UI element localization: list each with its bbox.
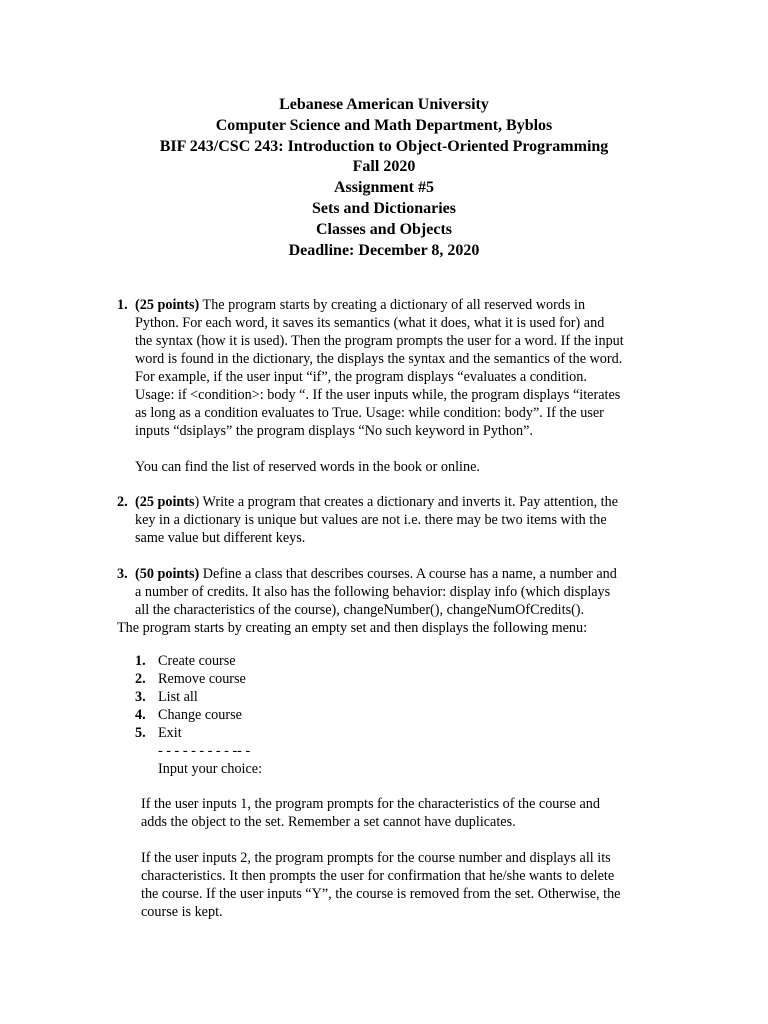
question-text: The program starts by creating a dictionary of all reserved words in — [199, 297, 586, 313]
question-2 — [117, 493, 662, 547]
paragraph-option-2 — [141, 849, 656, 921]
university-name: Lebanese American University — [279, 96, 489, 113]
menu-item-number: 1. — [135, 653, 146, 669]
question-line: The program starts by creating an empty set and then displays the following menu: — [117, 620, 588, 636]
question-line: the syntax (how it is used). Then the program prompts the user for a word. If the input — [135, 333, 624, 349]
menu-item-number: 4. — [135, 707, 146, 723]
question-line: same value but different keys. — [135, 530, 306, 546]
paragraph-option-1 — [141, 795, 656, 831]
menu-item-label: Create course — [158, 653, 236, 669]
menu-separator: - - - - - - - - - -- - — [158, 743, 251, 759]
document-header — [0, 95, 768, 261]
paragraph-line: characteristics. It then prompts the user for confirmation that he/she wants to delete — [141, 868, 615, 884]
question-line: inputs “dsiplays” the program displays “No such keyword in Python”. — [135, 423, 533, 439]
question-line: Usage: if <condition>: body “. If the user inputs while, the program displays “iterates — [135, 387, 621, 403]
question-line: all the characteristics of the course), changeNumber(), changeNumOfCredits(). — [135, 602, 585, 618]
menu-item-number: 3. — [135, 689, 146, 705]
topic-classes-objects: Classes and Objects — [315, 220, 452, 238]
question-points: (50 points) — [135, 566, 200, 582]
question-number: 1. — [117, 297, 128, 313]
menu-item-label: Exit — [158, 725, 182, 741]
term: Fall 2020 — [352, 158, 416, 176]
question-3 — [117, 565, 662, 637]
question-extra-note: You can find the list of reserved words in the book or online. — [135, 459, 480, 475]
menu-item-label: Change course — [158, 707, 242, 723]
blank-line — [135, 440, 662, 458]
question-points: (25 points — [135, 494, 195, 510]
question-line: For example, if the user input “if”, the program displays “evaluates a condition. — [135, 369, 587, 385]
menu-prompt: Input your choice: — [158, 761, 263, 777]
course-title: BIF 243/CSC 243: Introduction to Object-Oriented Programming — [159, 137, 609, 155]
question-line: word is found in the dictionary, the displays the syntax and the semantics of the word. — [135, 351, 623, 367]
menu-item-number: 5. — [135, 725, 146, 741]
paragraph-line: course is kept. — [141, 904, 223, 920]
paragraph-line: If the user inputs 2, the program prompts for the course number and displays all its — [141, 850, 611, 866]
question-line — [135, 565, 662, 583]
question-text: ) Write a program that creates a dictionary and inverts it. Pay attention, the — [194, 494, 618, 510]
question-line — [135, 493, 662, 511]
paragraph-line: If the user inputs 1, the program prompts for the characteristics of the course and — [141, 796, 600, 812]
paragraph-line: the course. If the user inputs “Y”, the course is removed from the set. Otherwise, the — [141, 886, 621, 902]
question-number: 3. — [117, 566, 128, 582]
menu-item-number: 2. — [135, 671, 146, 687]
menu-item-label: List all — [158, 689, 198, 705]
paragraph-line: adds the object to the set. Remember a set cannot have duplicates. — [141, 814, 516, 830]
question-number: 2. — [117, 494, 128, 510]
topic-sets-dictionaries: Sets and Dictionaries — [312, 199, 456, 217]
question-points: (25 points) — [135, 297, 200, 313]
question-line — [135, 296, 662, 314]
question-line: Python. For each word, it saves its semantics (what it does, what it is used for) and — [135, 315, 605, 331]
question-line: key in a dictionary is unique but values are not i.e. there may be two items with the — [135, 512, 607, 528]
question-line: a number of credits. It also has the following behavior: display info (which displays — [135, 584, 611, 600]
assignment-number: Assignment #5 — [333, 179, 434, 197]
department-name: Computer Science and Math Department, Byblos — [215, 116, 553, 134]
menu-item-label: Remove course — [158, 671, 246, 687]
deadline: Deadline: December 8, 2020 — [288, 241, 480, 259]
question-text: Define a class that describes courses. A course has a name, a number and — [199, 566, 617, 582]
question-line: as long as a condition evaluates to True. Usage: while condition: body”. If the user — [135, 405, 604, 421]
question-1 — [117, 296, 662, 476]
